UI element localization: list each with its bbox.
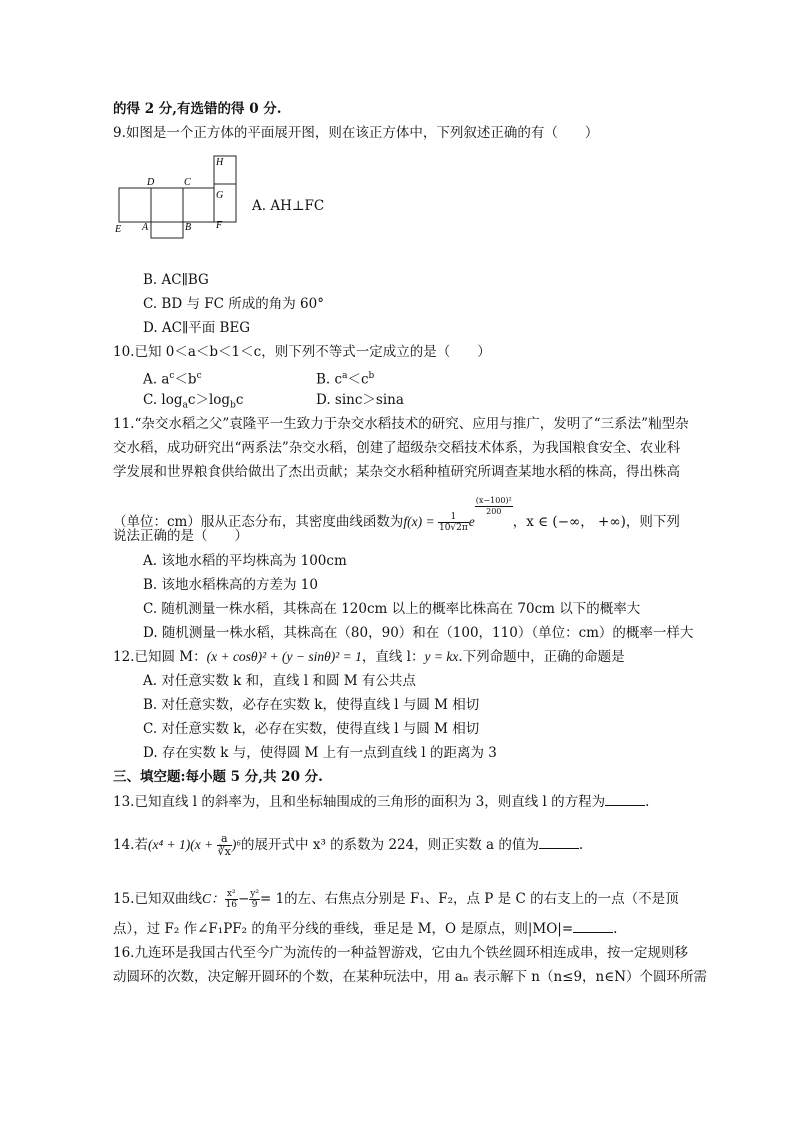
q15-fraction-y: $\frac{\text{y²}}{9}$: [250, 889, 259, 910]
section-3-heading: 三、填空题:每小题 5 分,共 20 分.: [113, 769, 323, 785]
q9-option-d: D. AC∥平面 BEG: [143, 320, 251, 336]
q11-line-2: 交水稻，成功研究出“两系法”杂交水稻，创建了超级杂交稻技术体系，为我国粮食安全、农业科: [113, 440, 681, 456]
q16-line-2: 动圆环的次数，决定解开圆环的个数，在某种玩法中，用 aₙ 表示解下 n（n≤9，n∈N）个圆环所需: [113, 969, 708, 985]
label-B: B: [185, 222, 192, 233]
q12-option-b: B. 对任意实数，必存在实数 k，使得直线 l 与圆 M 相切: [143, 697, 480, 713]
q9-stem: 9.如图是一个正方体的平面展开图，则在该正方体中，下列叙述正确的有（ ）: [113, 125, 599, 141]
q11-option-d: D. 随机测量一株水稻，其株高在（80，90）和在（100，110）（单位：cm）的概率一样大: [143, 625, 694, 641]
q12-option-a: A. 对任意实数 k 和，直线 l 和圆 M 有公共点: [143, 673, 416, 689]
q10-option-c: C. $\log_ac>\log_bc$: [143, 392, 244, 411]
label-G: G: [216, 190, 224, 201]
q15-answer-blank[interactable]: [573, 918, 613, 933]
density-coefficient: $\frac{1}{10√2\pi}$: [438, 512, 468, 533]
q13-answer-blank[interactable]: [605, 791, 645, 806]
q12-stem: 12.已知圆 M：(x + cosθ)² + (y − sinθ)² = 1，直线 l：y = kx.下列命题中，正确的命题是: [113, 649, 625, 665]
q9-option-a: A. AH⊥FC: [252, 198, 325, 214]
q14-answer-blank[interactable]: [539, 834, 579, 849]
label-E: E: [115, 224, 122, 235]
q9-option-b: B. AC∥BG: [143, 272, 209, 288]
q16-line-1: 16.九连环是我国古代至今广为流传的一种益智游戏，它由九个铁丝圆环相连成串，按一定规则移: [113, 945, 688, 961]
label-C: C: [184, 177, 191, 188]
q11-line-3: 学发展和世界粮食供给做出了杰出贡献；某杂交水稻种植研究所调查某地水稻的株高，得出株高: [113, 464, 680, 480]
label-H: H: [216, 157, 224, 168]
q14: 14.若(x⁴ + 1)(x + $\frac{a}{∛x}$ )⁶的展开式中 x³ 的系数为 224，则正实数 a 的值为 .: [113, 832, 584, 858]
q11-line-1: 11.“杂交水稻之父”袁隆平一生致力于杂交水稻技术的研究、应用与推广，发明了“三系法”籼型杂: [113, 416, 689, 432]
q9-option-c: C. BD 与 FC 所成的角为 60°: [143, 296, 324, 312]
q14-fraction: $\frac{a}{∛x}$: [217, 832, 231, 858]
q10-option-d: D. sinc＞sina: [316, 392, 404, 408]
q11-option-c: C. 随机测量一株水稻，其株高在 120cm 以上的概率比株高在 70cm 以下的概率大: [143, 601, 641, 617]
label-D: D: [147, 177, 155, 188]
cube-net-figure: [112, 150, 242, 240]
density-exponent: $\frac{\text{(x−100)²}}{200}$: [475, 496, 512, 516]
q11-line-5: 说法正确的是（ ）: [113, 528, 248, 544]
q10-stem: 10.已知 0＜a＜b＜1＜c，则下列不等式一定成立的是（ ）: [113, 344, 491, 360]
q10-option-a: A. $a^c<b^c$: [143, 371, 202, 388]
q11-option-a: A. 该地水稻的平均株高为 100cm: [143, 553, 347, 569]
label-A: A: [142, 222, 149, 233]
q12-option-d: D. 存在实数 k 与，使得圆 M 上有一点到直线 l 的距离为 3: [143, 745, 497, 761]
q15-fraction-x: $\frac{\text{x²}}{16}$: [225, 889, 237, 910]
q11-line-4: （单位：cm）服从正态分布，其密度曲线函数为f(x) = $\frac{1}{10√2\pi}$ e $\frac{\text{(x−100)²}}{200}$ ，x ∈ (−∞， +∞)，则下列: [113, 496, 680, 533]
label-F: F: [216, 220, 223, 231]
q12-option-c: C. 对任意实数 k，必存在实数，使得直线 l 与圆 M 相切: [143, 721, 480, 737]
q15-line-1: 15.已知双曲线C： $\frac{\text{x²}}{16}$ − $\frac{\text{y²}}{9}$ = 1的左、右焦点分别是 F₁、F₂，点 P 是 C 的右支上的一点（不是顶: [113, 889, 679, 910]
q15-line-2: 点），过 F₂ 作∠F₁PF₂ 的角平分线的垂线，垂足是 M，O 是原点，则|MO|= .: [113, 918, 617, 939]
section-header-tail: 的得 2 分,有选错的得 0 分.: [113, 101, 282, 117]
q10-option-b: B. $c^a<c^b$: [316, 371, 375, 388]
q13: 13.已知直线 l 的斜率为，且和坐标轴围成的三角形的面积为 3，则直线 l 的方程为 .: [113, 791, 649, 812]
q11-option-b: B. 该地水稻株高的方差为 10: [143, 577, 318, 593]
